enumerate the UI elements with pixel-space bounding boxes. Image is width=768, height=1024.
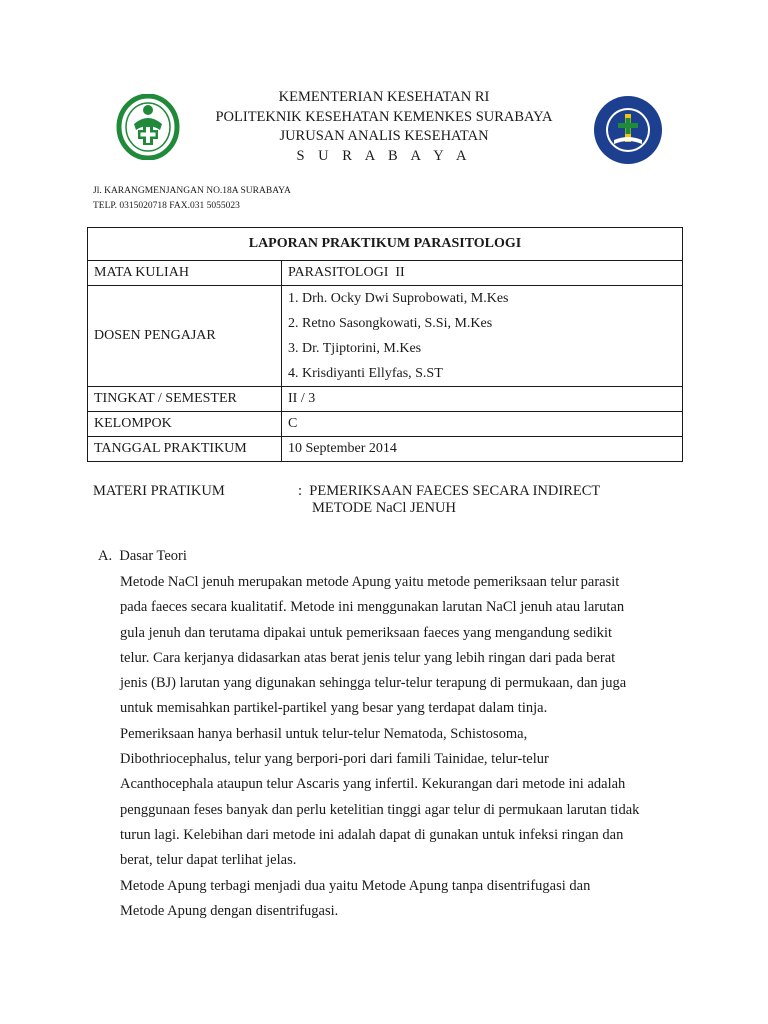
materi-label: MATERI PRATIKUM: [93, 483, 225, 499]
body-line: pada faeces secara kualitatif. Metode ini menggunakan larutan NaCl jenuh atau larutan: [120, 599, 625, 616]
body-line: berat, telur dapat terlihat jelas.: [120, 852, 297, 869]
dosen-item: 4. Krisdiyanti Ellyfas, S.ST: [288, 366, 443, 381]
body-line: gula jenuh dan terutama dipakai untuk pemeriksaan faeces yang mengandung sedikit: [120, 624, 613, 641]
header-polytechnic: POLITEKNIK KESEHATAN KEMENKES SURABAYA: [215, 108, 553, 125]
body-line: penggunaan feses banyak dan perlu ketelitian tinggi agar telur di permukaan larutan tidak: [120, 801, 640, 818]
poltekkes-logo: [592, 94, 664, 166]
report-title: LAPORAN PRAKTIKUM PARASITOLOGI: [88, 228, 683, 261]
section-body: [120, 570, 680, 924]
header-city: S U R A B A Y A: [296, 147, 472, 164]
dosen-label: DOSEN PENGAJAR: [88, 286, 282, 387]
kelompok-label: KELOMPOK: [88, 412, 282, 437]
header-ministry: KEMENTERIAN KESEHATAN RI: [278, 89, 490, 105]
materi-value-line1: : PEMERIKSAAN FAECES SECARA INDIRECT: [298, 483, 601, 499]
tingkat-label: TINGKAT / SEMESTER: [88, 387, 282, 412]
table-row: [88, 286, 683, 387]
materi-value-line2: METODE NaCl JENUH: [312, 500, 456, 516]
materi-value: [298, 483, 658, 517]
table-row: [88, 437, 683, 462]
body-line: Pemeriksaan hanya berhasil untuk telur-telur Nematoda, Schistosoma,: [120, 725, 528, 742]
table-row: [88, 387, 683, 412]
tingkat-value: II / 3: [282, 387, 683, 412]
mata-kuliah-value: PARASITOLOGI II: [282, 261, 683, 286]
mata-kuliah-label: MATA KULIAH: [88, 261, 282, 286]
header-department: JURUSAN ANALIS KESEHATAN: [279, 128, 489, 144]
address-phone: TELP. 0315020718 FAX.031 5055023: [93, 201, 240, 211]
body-line: telur. Cara kerjanya didasarkan atas berat jenis telur yang lebih ringan dari pada berat: [120, 649, 616, 666]
dosen-list: [282, 286, 683, 387]
body-line: turun lagi. Kelebihan dari metode ini adalah dapat di gunakan untuk infeksi ringan dan: [120, 826, 624, 843]
body-line: Acanthocephala ataupun telur Ascaris yang infertil. Kekurangan dari metode ini adalah: [120, 776, 626, 793]
table-row: [88, 261, 683, 286]
tanggal-label: TANGGAL PRAKTIKUM: [88, 437, 282, 462]
body-line: Metode NaCl jenuh merupakan metode Apung yaitu metode pemeriksaan telur parasit: [120, 574, 620, 590]
report-info-table: [87, 227, 683, 462]
body-line: untuk memisahkan partikel-partikel yang besar yang terdapat dalam tinja.: [120, 700, 548, 717]
institution-header: [150, 88, 618, 166]
dosen-item: 2. Retno Sasongkowati, S.Si, M.Kes: [288, 316, 493, 331]
table-row: [88, 412, 683, 437]
body-line: Metode Apung dengan disentrifugasi.: [120, 902, 339, 919]
tanggal-value: 10 September 2014: [282, 437, 683, 462]
section-heading: A. Dasar Teori: [98, 548, 187, 564]
institution-address: [93, 184, 291, 214]
body-line: Dibothriocephalus, telur yang berpori-pori dari famili Tainidae, telur-telur: [120, 751, 549, 768]
body-line: jenis (BJ) larutan yang digunakan sehingga telur-telur terapung di permukaan, dan juga: [120, 675, 627, 692]
kelompok-value: C: [282, 412, 683, 437]
body-line: Metode Apung terbagi menjadi dua yaitu Metode Apung tanpa disentrifugasi dan: [120, 877, 591, 894]
dosen-item: 1. Drh. Ocky Dwi Suprobowati, M.Kes: [288, 291, 509, 306]
dosen-item: 3. Dr. Tjiptorini, M.Kes: [288, 341, 422, 356]
address-street: Jl. KARANGMENJANGAN NO.18A SURABAYA: [93, 186, 291, 196]
